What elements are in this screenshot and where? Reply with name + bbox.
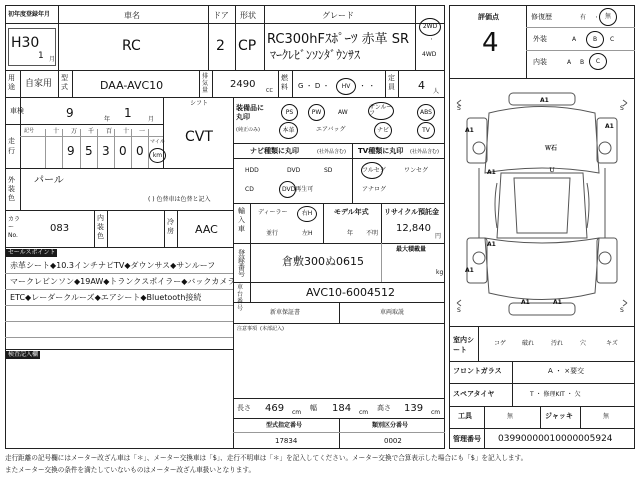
repair-yes: 有 [580, 14, 587, 21]
exterior-note: ( ) 色替車は色替と記入 [148, 196, 211, 203]
import-label: 輸入車 [238, 207, 245, 233]
chassis-value: AVC10-6004512 [306, 286, 395, 299]
repair-label: 修復歴 [531, 13, 552, 21]
left-panel [5, 5, 445, 449]
door-label: ドア [213, 11, 229, 20]
import-left-hand: 左H [302, 230, 313, 237]
navi-label: ナビ種類に丸印 [250, 147, 299, 155]
cooler-value: AAC [195, 223, 218, 236]
footer-line-1: 走行距離の記号欄にはメーター改ざん車は「＊」、メーター交換車は「$」、走行不明車は「＊」を記入してください。メーター交換で合算表示した場合にも「$」を記入します。 [5, 454, 528, 462]
length-label: 長さ [237, 404, 251, 412]
reg-month-unit: 月 [49, 56, 56, 63]
capacity-label: 定員 [388, 74, 395, 91]
seats-label: 室内シート [453, 336, 474, 354]
int-grade-b: B [580, 59, 585, 66]
diagram-mark-5: A1 [487, 241, 496, 248]
equip-sunroof-circled: サンルーフ [368, 102, 394, 120]
tv-fullseg-circle [361, 162, 383, 179]
reg-era: H30 [11, 35, 40, 51]
car-outline-diagram [449, 78, 635, 326]
max-load-unit: kg [436, 269, 444, 276]
equip-tv-circled: TV [417, 122, 435, 139]
seats-dirt: 汚れ [551, 340, 564, 347]
class-value: 0002 [384, 437, 402, 445]
fuel-label: 燃料 [281, 74, 288, 91]
diagram-s-mark-2: S [620, 105, 624, 112]
tv-fullseg: フルセグ [362, 167, 386, 174]
grade-line-1: RC300hFｽﾎﾟｰﾂ 赤革 SR [267, 32, 410, 47]
person-unit: 人 [433, 88, 440, 95]
chassis-label: 車台番号 [237, 284, 244, 312]
navi-dvd-play-circle [279, 181, 296, 198]
equip-airbag: エアバッグ [316, 126, 346, 133]
diagram-u-mark: Ｕ [549, 167, 556, 174]
ext-grade-c: C [610, 36, 615, 43]
inspector-notes-label: 検査記入欄 [8, 351, 39, 358]
control-label: 管理番号 [453, 435, 481, 443]
tv-oneseg: ワンセグ [404, 167, 429, 174]
mileage-unit-5: 十 [123, 128, 130, 135]
length-unit: cm [292, 409, 302, 416]
repair-no-circled: 無 [599, 8, 617, 26]
tv-analog: アナログ [362, 186, 387, 193]
equipment-sub: (純正のみ) [236, 127, 260, 133]
mileage-mile: マイル [150, 139, 165, 145]
jack-value: 無 [603, 413, 610, 420]
spare-tire-value: T ・ 修理KIT ・ 欠 [530, 391, 581, 398]
color-no-label: カラーNo. [8, 216, 21, 239]
drive-4wd: 4WD [422, 51, 437, 58]
diagram-mark-4: A1 [487, 169, 496, 176]
mileage-km-circled: km [149, 148, 166, 163]
import-dealer: ディーラー [258, 209, 288, 216]
mileage-digit-4: 0 [119, 144, 127, 158]
width-value: 184 [332, 403, 352, 414]
inspection-label: 車検 [10, 107, 24, 115]
ext-grade-a: A [572, 36, 577, 43]
type-spec-value: 17834 [275, 437, 298, 445]
length-value: 469 [265, 403, 285, 414]
int-grade-label: 内装 [533, 58, 547, 66]
seats-scratch: キズ [606, 340, 618, 347]
warranty-new-car: 新車保証書 [270, 309, 301, 316]
equip-navi-circled: ナビ [374, 122, 392, 139]
diagram-center-mark: Ｗ石 [545, 145, 558, 152]
height-label: 高さ [377, 404, 391, 412]
caution-label: 注意事項 [237, 326, 258, 332]
grade-line-2: ﾏｰｸﾚﾋﾞﾝｿﾝﾀﾞｳﾝｻｽ [270, 48, 361, 62]
shift-value: CVT [185, 129, 213, 145]
usage-label: 用途 [8, 74, 15, 91]
sales-points-label: セールスポイント [8, 249, 56, 256]
width-label: 幅 [310, 404, 317, 412]
ext-grade-label: 外装 [533, 35, 547, 43]
tv-label: TV種類に丸印 [358, 147, 404, 155]
navi-dvd: DVD [287, 167, 301, 174]
model-year-unknown: 不明 [366, 230, 379, 237]
model-year-label: モデル年式 [334, 208, 369, 216]
displacement: 2490 [230, 79, 256, 90]
cc-unit: CC [266, 88, 273, 94]
diagram-s-mark-1: S [457, 105, 461, 112]
inspection-year-unit: 年 [104, 116, 111, 123]
fuel-options: G ・ D ・ [298, 82, 330, 90]
mileage-digit-2: 5 [85, 144, 93, 158]
control-value: 03990000010000005924 [498, 434, 613, 444]
equip-pw-circled: PW [308, 104, 325, 121]
shift-label: シフト [190, 100, 209, 107]
diagram-s-mark-4: S [620, 307, 624, 314]
diagram-mark-6: A1 [465, 267, 474, 274]
diagram-mark-3: A1 [605, 123, 614, 130]
equip-abs-circled: ABS [417, 104, 435, 121]
diagram-mark-1: A1 [540, 97, 549, 104]
mileage-unit-2: 万 [71, 128, 78, 135]
equip-aw: AW [338, 109, 348, 116]
navi-sub: (社外品含む) [317, 149, 346, 155]
equip-ps-circled: PS [281, 104, 298, 121]
width-unit: cm [359, 409, 369, 416]
reg-no-label: 登録番号 [238, 249, 245, 278]
spare-tire-label: スペアタイヤ [453, 390, 495, 398]
int-grade-c-circled: C [589, 53, 607, 70]
height-unit: cm [431, 409, 441, 416]
jack-label: ジャッキ [545, 412, 573, 420]
model-label: 型式 [61, 74, 68, 91]
capacity: 4 [418, 79, 425, 92]
class-label: 類別区分番号 [372, 422, 409, 429]
score-label: 評価点 [478, 13, 499, 21]
navi-sd: SD [324, 167, 333, 174]
mileage-digit-5: 0 [136, 144, 144, 158]
max-load-label: 最大積載量 [396, 246, 427, 253]
mileage-unit-6: 一 [139, 128, 146, 135]
sales-line-3: ETC◆レーダークルーズ◆エアシート◆Bluetooth接続 [10, 293, 202, 302]
seats-hole: 穴 [580, 340, 587, 347]
drive-dot: ・ [429, 37, 435, 43]
drive-2wd-circled: 2WD [419, 18, 441, 36]
inspection-month-unit: 月 [148, 116, 155, 123]
navi-dvd-play: DVD再生可 [282, 186, 314, 193]
mileage-kigo: 記号 [24, 128, 35, 134]
tools-label: 工具 [458, 412, 472, 420]
equipment-label: 装備品に丸印 [236, 104, 264, 121]
fuel-hv-circled: HV [336, 78, 356, 95]
car-diagram [449, 78, 635, 326]
color-no-value: 083 [50, 223, 70, 234]
grade-label: グレード [322, 11, 354, 20]
mileage-label: 走行 [8, 137, 15, 155]
cooler-label: 冷房 [167, 218, 174, 235]
caution-sub: (本部記入) [260, 326, 284, 332]
reg-month: 1 [38, 51, 44, 61]
exterior-value: パール [34, 175, 64, 186]
doors: 2 [216, 38, 225, 54]
mileage-unit-1: 十 [53, 128, 60, 135]
front-glass-label: フロントガラス [453, 367, 502, 375]
equip-leather-circled: 本革 [279, 122, 298, 139]
inspection-month: 1 [124, 106, 132, 120]
sales-line-1: 赤革シート◆10.3インチナビTV◆ダウンサス◆サンルーフ [10, 261, 216, 270]
navi-hdd: HDD [245, 167, 259, 174]
mileage-unit-3: 千 [88, 128, 95, 135]
height-value: 139 [404, 403, 424, 414]
import-right-hand-circled: 右H [297, 206, 317, 222]
car-name-label: 車名 [124, 11, 140, 20]
seats-koge: コゲ [494, 340, 507, 347]
mileage-digit-3: 3 [102, 144, 110, 158]
mileage-unit-4: 百 [106, 128, 113, 135]
shape: CP [238, 38, 257, 54]
import-parallel: 並行 [266, 230, 279, 237]
model-year-unit: 年 [347, 230, 354, 237]
fuel-after: ・ ・ [359, 82, 376, 90]
diagram-mark-8: A1 [553, 299, 562, 306]
warranty-manual: 車両取説 [380, 309, 405, 316]
recycle-value: 12,840 [396, 223, 431, 234]
mileage-digit-1: 9 [67, 144, 75, 158]
ext-grade-b-circled: B [586, 31, 604, 48]
displacement-label: 排気量 [202, 73, 209, 94]
shape-label: 形状 [240, 11, 256, 20]
recycle-label: リサイクル預託金 [384, 208, 440, 216]
seats-tear: 破れ [522, 340, 535, 347]
footer-line-2: またメーター交換の条件を満たしていないものはメーター改ざん車扱いとなります。 [5, 466, 256, 474]
car-name: RC [122, 38, 141, 54]
tv-sub: (社外品含む) [410, 149, 439, 155]
diagram-s-mark-3: S [457, 307, 461, 314]
reg-no-value: 倉敷300ぬ0615 [282, 255, 364, 268]
score-value: 4 [482, 28, 499, 58]
diagram-mark-7: A1 [521, 299, 530, 306]
navi-cd: CD [245, 186, 254, 193]
inspection-year: 9 [66, 106, 74, 120]
int-grade-a: A [567, 59, 572, 66]
type-spec-label: 型式指定番号 [266, 422, 303, 429]
front-glass-value: A ・ ×要交 [548, 367, 585, 375]
recycle-unit: 円 [435, 233, 442, 240]
interior-label: 内装色 [97, 214, 104, 240]
model: DAA-AVC10 [100, 79, 164, 92]
tools-value: 無 [507, 413, 514, 420]
exterior-label: 外装色 [8, 176, 15, 202]
sales-line-2: マークレビンソン◆19AW◆トランクスポイラー◆バックカメラ [10, 277, 236, 286]
diagram-mark-2: A1 [465, 127, 474, 134]
usage: 自家用 [25, 79, 53, 89]
reg-year-label: 初年度登録年月 [8, 11, 51, 18]
repair-dot: ・ [594, 15, 600, 21]
